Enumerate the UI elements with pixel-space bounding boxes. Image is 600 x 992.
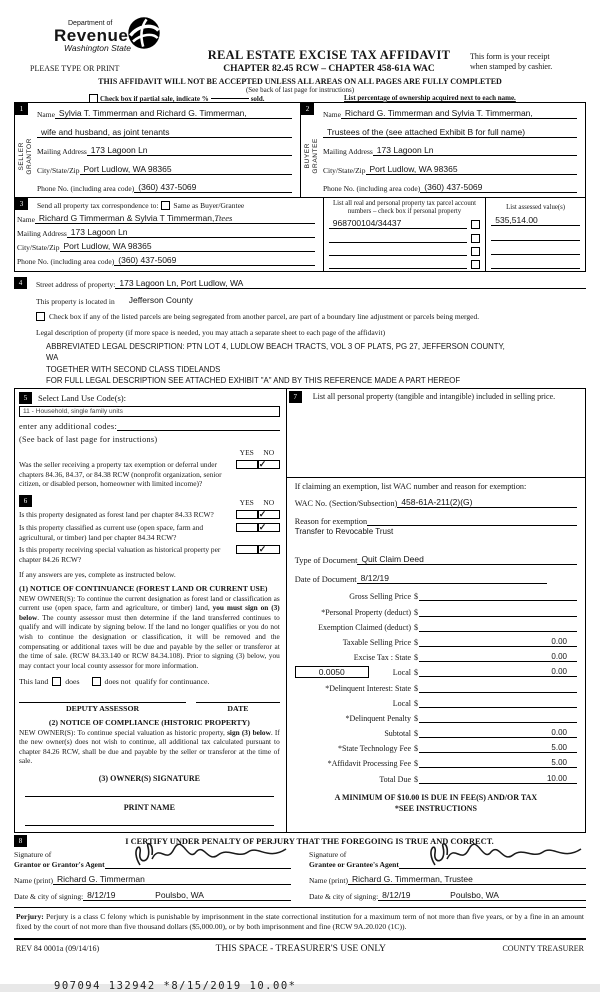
s3-name-handwritten: Ttees [214,213,233,223]
grantor-city-input[interactable]: Poulsbo, WA [143,890,291,901]
assessed-input-1[interactable]: 535,514.00 [491,215,580,226]
perjury-notice: Perjury: Perjury is a class C felony which is punishable by imprisonment in the state correctional institution for a maximum term of not more than five years, or by a fine in an amount fixed by the court of not more than five thousand dollars ($5,000.00), or by both imprisonment and fine (RCW 9A.20.020 (1C)). [14,908,586,940]
fee-input-delinq-int-local[interactable] [419,707,577,708]
fee-input-processing-fee[interactable]: 5.00 [419,758,577,768]
section-2-badge: 2 [301,103,314,115]
percent-sold-input[interactable] [211,98,249,99]
historic-question: Is this property receiving special valuation as historical property per chapter 84.26 RCW? [19,545,221,564]
forest-yes-checkbox[interactable] [236,510,258,519]
section-3-badge: 3 [15,198,28,210]
form-footer [14,940,586,958]
deputy-assessor-line[interactable]: DEPUTY ASSESSOR [19,702,186,713]
parcel-input-1[interactable]: 968700104/34437 [329,218,467,229]
buyer-phone-input[interactable]: (360) 437-5069 [420,182,577,193]
does-label: does [65,676,80,686]
cashier-stamp: 907094 132942 *8/15/2019 10.00* [54,979,297,992]
partial-sale-checkbox[interactable] [89,94,98,103]
buyer-csz-input[interactable]: Port Ludlow, WA 98365 [366,164,578,175]
buyer-mailing-input[interactable]: 173 Lagoon Ln [373,145,577,156]
county-input[interactable]: Jefferson County [128,295,193,305]
certification-section [14,833,586,908]
s3-phone-label: Phone No. (including area code) [17,257,115,266]
assessed-input-3[interactable] [491,245,580,255]
assessed-input-2[interactable] [491,231,580,241]
grantor-name-label: Name (print) [14,876,53,886]
fees-column [286,389,585,832]
parcel-input-4[interactable] [329,259,467,269]
seller-side-label: SELLER GRANTOR [17,137,33,175]
legal-description-label: Legal description of property (if more space is needed, you may attach a separate sheet to each page of the affidavit) [36,328,386,337]
yes-header-1: YES [239,448,254,458]
legal-description-text[interactable]: ABBREVIATED LEGAL DESCRIPTION: PTN LOT 4, LUDLOW BEACH TRACTS, VOL 3 OF PLATS, PG 27, JEFFERSON COUNTY, WA TOGETHER WITH SECOND CLASS TIDELANDS FOR FULL LEGAL DESCRIPTION SEE ATTACHED EXHIBIT "A" AND BY THIS REFERENCE MADE A PART HEREOF [46,342,505,385]
personal-property-section [287,389,585,477]
dor-swirl-icon [131,20,161,52]
s3-mailing-label: Mailing Address [17,229,67,238]
fee-label-delinq-int-local: Local [392,698,411,708]
located-in-label: This property is located in [36,297,115,306]
this-land-label: This land [19,676,49,686]
see-back-note-2: (See back of last page for instructions) [19,435,158,445]
section-4-badge: 4 [14,277,27,289]
parcel-numbers-section [323,198,485,271]
fee-label-total-due: Total Due [379,774,411,784]
if-yes-note: If any answers are yes, complete as instructed below. [19,569,176,579]
rev-number: REV 84 0001a (09/14/16) [16,944,100,954]
fee-input-delinq-penalty[interactable] [419,722,577,723]
fee-label-personal: *Personal Property (deduct) [321,607,411,617]
street-address-line-ext[interactable] [351,278,586,289]
correspondence-box [14,198,586,272]
does-not-label: does not [104,676,131,686]
fee-label-delinq-int-state: *Delinquent Interest: State [325,683,411,693]
seller-csz-input[interactable]: Port Ludlow, WA 98365 [80,164,293,175]
deferral-yes-checkbox[interactable] [236,460,258,469]
no-header-2: NO [263,498,275,508]
s3-mailing-input[interactable]: 173 Lagoon Ln [67,227,315,238]
fee-input-tech-fee[interactable]: 5.00 [419,743,577,753]
grantee-date-input[interactable]: 8/12/19 [378,890,438,901]
fee-input-exemption[interactable] [419,631,577,632]
deferral-question-row [19,460,280,489]
same-as-label: Same as Buyer/Grantee [173,201,245,210]
forest-land-question: Is this property designated as forest land per chapter 84.33 RCW? [19,510,214,520]
exemption-intro: If claiming an exemption, list WAC number and reason for exemption: [294,482,527,492]
historic-yes-checkbox[interactable] [236,545,258,554]
seller-section [15,103,300,197]
seller-name-input[interactable]: Sylvia T. Timmerman and Richard G. Timmerman, [55,108,292,119]
fee-label-excise-local: Local [392,668,411,678]
grantee-sig-label-1: Signature of [309,850,347,860]
doc-type-label: Type of Document [294,556,358,566]
street-address-label: Street address of property: [36,280,116,289]
additional-codes-input[interactable] [117,420,280,431]
fee-label-exemption: Exemption Claimed (deduct) [318,622,411,632]
type-or-print-label: PLEASE TYPE OR PRINT [30,64,120,73]
form-header [14,6,586,102]
see-back-note: (See back of last page for instructions) [245,86,355,94]
logo-revenue-text: Revenue [54,26,129,45]
grantor-sig-label-1: Signature of [14,850,52,860]
seller-name-input-2[interactable]: wife and husband, as joint tenants [37,127,292,138]
seller-phone-label: Phone No. (including area code) [37,184,135,193]
parcel-personal-checkbox-3[interactable] [471,247,480,256]
buyer-name-input-2[interactable]: Trustees of the (see attached Exhibit B for full name) [323,127,577,138]
s3-name-label: Name [17,215,35,224]
exemption-section [287,477,585,586]
assessed-input-4[interactable] [491,259,580,269]
assessed-header: List assessed value(s) [506,204,566,211]
fee-label-gross: Gross Selling Price [349,592,411,602]
section-7-badge: 7 [289,391,302,403]
continuance-qualify-row [19,677,280,686]
parties-box [14,102,586,198]
buyer-csz-label: City/State/Zip [323,165,366,175]
fee-input-total-due[interactable]: 10.00 [419,774,577,784]
grantee-sig-label-2: Grantee or Grantee's Agent [309,859,399,869]
county-treasurer-label: COUNTY TREASURER [502,944,584,954]
deferral-no-checkbox[interactable] [258,460,280,469]
notice-continuance-text: NEW OWNER(S): To continue the current designation as forest land or classification as current use (open space, farm and agriculture, or timber) land, you must sign on (3) below. The county assessor must then determine if the land transferred continues to qualify and will indicate by signing below. If the land no longer qualifies or you do not wish to continue the designation or classification, it will be removed and the compensating or additional taxes will be due and payable by the seller or transferor at the time of sale. (RCW 84.33.140 or RCW 84.34.108). Prior to signing (3) below, you may contact your local county assessor for more information. [19,593,280,670]
buyer-name-label: Name [323,110,341,119]
fee-input-personal[interactable] [419,616,577,617]
parcel-input-2[interactable] [329,233,467,243]
partial-sale-label: Check box if partial sale, indicate % [100,94,209,103]
seller-csz-label: City/State/Zip [37,165,80,175]
owners-signature-line[interactable] [25,785,274,797]
partial-sale-row [89,94,265,103]
grantee-name-label: Name (print) [309,876,348,886]
section-6-badge: 6 [19,495,32,507]
doc-type-input[interactable]: Quit Claim Deed [357,554,577,565]
fee-table: Gross Selling Price $ *Personal Property (deduct) $ Exemption Claimed (deduct) $ Taxable Selling Price $ 0.00 Excise Tax : State $ 0.00 0.0050 Local $ 0.00 *Delinquent Interest: State $ Local $ *Delinquent Penalty $ Subtotal $ 0.00 *State Technology Fee $ 5.00 *Affidavit Processing Fee $ 5.00 Total Due $ 10.00 A MINIMUM OF $10.00 IS DUE IN FEE(S) AND/OR TAX *SEE INSTRUCTIONS [287,586,585,818]
parcel-personal-checkbox-1[interactable] [471,220,480,229]
notice-compliance-text: NEW OWNER(S): To continue special valuation as historic property, sign (3) below. If the new owner(s) does not wish to continue, all additional tax calculated pursuant to chapter 84.26 RCW, shall be due and payable by the seller or transferor at the time of sale. [19,727,280,766]
fee-label-excise-state: Excise Tax : State [353,653,411,663]
grantor-date-label: Date & city of signing: [14,892,84,902]
wac-label: WAC No. (Section/Subsection) [294,499,398,509]
section-1-badge: 1 [15,103,28,115]
form-subtitle: CHAPTER 82.45 RCW – CHAPTER 458-61A WAC [223,64,435,74]
section-5-badge: 5 [19,392,32,404]
reason-label: Reason for exemption [294,517,368,527]
fee-input-excise-state[interactable]: 0.00 [419,652,577,662]
deputy-date-line[interactable]: DATE [196,702,280,713]
parcel-input-3[interactable] [329,246,467,256]
sold-label: sold. [250,94,265,103]
street-address-input[interactable]: 173 Lagoon Ln, Port Ludlow, WA [115,278,350,289]
fee-label-processing-fee: *Affidavit Processing Fee [327,759,411,769]
segregated-label: Check box if any of the listed parcels are being segregated from another parcel, are part of a boundary line adjustment or parcels being merged. [49,312,480,321]
logo-state-text: Washington State [64,43,131,53]
deputy-assessor-row [19,702,280,713]
notice-continuance-title: (1) NOTICE OF CONTINUANCE (FOREST LAND OR CURRENT USE) [19,583,268,593]
grantor-date-input[interactable]: 8/12/19 [83,890,143,901]
doc-date-label: Date of Document [294,575,357,585]
notice-compliance-title: (2) NOTICE OF COMPLIANCE (HISTORIC PROPERTY) [48,717,250,727]
treasurer-space-label: THIS SPACE - TREASURER'S USE ONLY [215,943,387,954]
land-use-select[interactable]: 11 - Household, single family units [19,406,280,417]
local-rate-box[interactable]: 0.0050 [295,666,369,678]
seller-mailing-label: Mailing Address [37,147,87,156]
form-title: REAL ESTATE EXCISE TAX AFFIDAVIT [207,48,451,62]
warning-text: THIS AFFIDAVIT WILL NOT BE ACCEPTED UNLESS ALL AREAS ON ALL PAGES ARE FULLY COMPLETED [98,77,502,86]
current-use-yes-checkbox[interactable] [236,523,258,532]
certify-statement: I CERTIFY UNDER PENALTY OF PERJURY THAT THE FOREGOING IS TRUE AND CORRECT. [125,836,494,846]
property-address-section [14,272,586,388]
minimum-due-note: A MINIMUM OF $10.00 IS DUE IN FEE(S) AND/OR TAX *SEE INSTRUCTIONS [334,792,538,813]
fee-label-subtotal: Subtotal [384,729,411,739]
forest-no-checkbox[interactable] [258,510,280,519]
personal-property-text: List all personal property (tangible and intangible) included in selling price. [312,392,556,402]
land-use-label: Select Land Use Code(s): [38,393,127,404]
grantee-signature [421,839,586,871]
deferral-question: Was the seller receiving a property tax exemption or deferral under chapters 84.36, 84.37, or 84.38 RCW (nonprofit organization, senior citizen, or disabled person, homeowner with limited income)? [19,460,222,489]
ownership-note: List percentage of ownership acquired next to each name. [344,94,516,102]
does-checkbox[interactable] [52,677,61,686]
additional-codes-label: enter any additional codes: [19,422,118,432]
grantor-signature [126,839,291,871]
doc-date-input[interactable]: 8/12/19 [357,573,547,584]
tax-detail-box [14,388,586,833]
fee-input-gross[interactable] [419,600,577,601]
receipt-note: This form is your receipt when stamped by cashier. [470,52,553,71]
segregated-checkbox[interactable] [36,312,45,321]
no-header-1: NO [263,448,275,458]
assessed-values-section [485,198,585,271]
parcel-personal-checkbox-2[interactable] [471,234,480,243]
current-use-question: Is this property classified as current use (open space, farm and agricultural, or timber) land per chapter 84.34 RCW? [19,523,204,542]
grantor-signature-block [14,849,291,901]
fee-input-subtotal[interactable]: 0.00 [419,728,577,738]
buyer-phone-label: Phone No. (including area code) [323,184,421,193]
parcel-header: List all real and personal property tax parcel account numbers – check box if personal property [332,200,477,216]
does-not-checkbox[interactable] [92,677,101,686]
s3-csz-label: City/State/Zip [17,243,60,252]
buyer-section [300,103,585,197]
logo-dept-text: Department of [68,20,113,27]
section-8-badge: 8 [14,835,27,847]
current-use-no-checkbox[interactable] [258,523,280,532]
dor-logo [54,20,161,53]
current-use-question-row [19,523,280,542]
seller-phone-input[interactable]: (360) 437-5069 [134,182,292,193]
correspondence-section [15,198,323,271]
qualify-label: qualify for continuance. [134,676,210,686]
fee-label-tech-fee: *State Technology Fee [337,744,411,754]
historic-no-checkbox[interactable] [258,545,280,554]
fee-input-excise-local[interactable]: 0.00 [419,667,577,677]
buyer-mailing-label: Mailing Address [323,147,373,156]
grantor-sig-label-2: Grantor or Grantor's Agent [14,859,105,869]
print-name-title: PRINT NAME [123,803,175,813]
buyer-name-input[interactable]: Richard G. Timmerman and Sylvia T. Timmerman, [341,108,577,119]
print-name-line[interactable] [25,814,274,826]
seller-mailing-input[interactable]: 173 Lagoon Ln [87,145,292,156]
historic-question-row [19,545,280,564]
grantee-city-input[interactable]: Poulsbo, WA [438,890,586,901]
seller-name-label: Name [37,110,55,119]
buyer-side-label: BUYER GRANTEE [303,138,319,174]
grantee-name-input[interactable]: Richard G. Timmerman, Trustee [348,874,586,885]
correspondence-label: Send all property tax correspondence to: [37,201,159,210]
parcel-personal-checkbox-4[interactable] [471,260,480,269]
reason-value: Transfer to Revocable Trust [294,527,394,537]
grantee-date-label: Date & city of signing: [309,892,379,902]
fee-input-delinq-int-state[interactable] [419,692,577,693]
owners-signature-title: (3) OWNER(S) SIGNATURE [98,774,200,784]
wac-input[interactable]: 458-61A-211(2)(G) [397,497,577,508]
s3-name-input[interactable]: Richard G Timmerman & Sylvia T Timmerman,Ttees [35,213,315,224]
s3-phone-input[interactable]: (360) 437-5069 [114,255,315,266]
s3-csz-input[interactable]: Port Ludlow, WA 98365 [60,241,315,252]
reason-input[interactable] [367,515,577,526]
forest-land-question-row [19,510,280,520]
grantee-signature-block [309,849,586,901]
yes-header-2: YES [239,498,254,508]
same-as-buyer-checkbox[interactable] [161,201,170,210]
grantor-name-input[interactable]: Richard G. Timmerman [53,874,291,885]
fee-label-taxable: Taxable Selling Price [342,637,411,647]
land-use-column [15,389,286,832]
fee-input-taxable[interactable]: 0.00 [419,637,577,647]
fee-label-delinq-penalty: *Delinquent Penalty [345,713,411,723]
